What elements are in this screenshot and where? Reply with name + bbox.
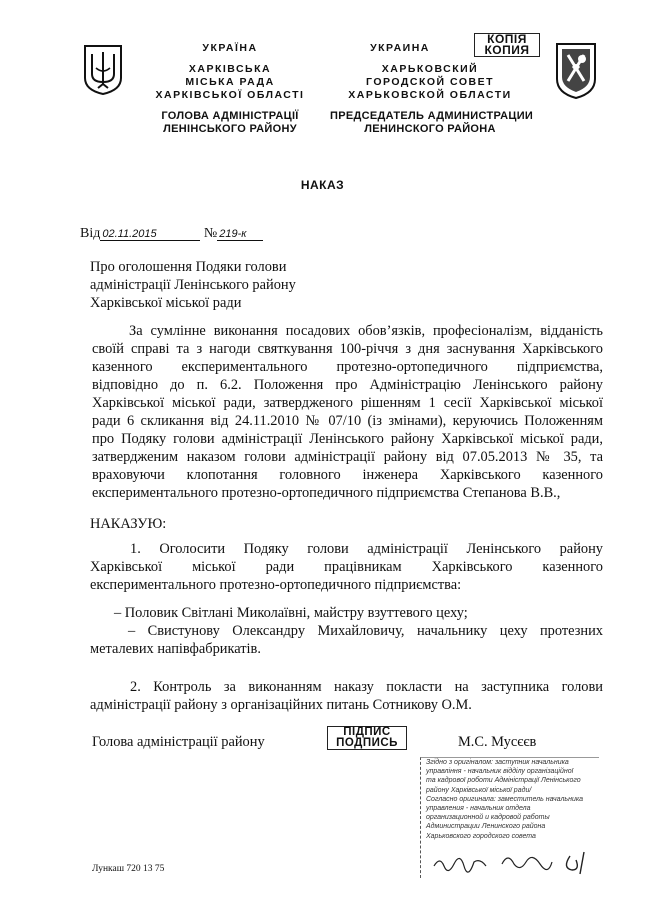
header-ukrainian — [150, 42, 310, 136]
number-label: № — [203, 226, 218, 241]
header-ua-official-line1: ГОЛОВА АДМІНІСТРАЦІЇ — [161, 110, 299, 122]
certification-line: Администрации Ленинского района — [426, 823, 546, 831]
header-ru-org-line1: ХАРЬКОВСКИЙ — [381, 63, 479, 75]
certification-line: району Харківської міської ради/ — [426, 786, 532, 794]
subject-line: Про оголошення Подяки голови — [90, 259, 287, 275]
document-title: НАКАЗ — [300, 178, 345, 192]
order-subject — [90, 258, 390, 312]
signature-stamp-line1: ПІДПИС — [343, 726, 391, 738]
certification-line: Згідно з оригіналом: заступник начальника — [426, 759, 569, 766]
trident-emblem-icon — [82, 44, 126, 96]
signatory-position: Голова адміністрації району — [92, 734, 265, 750]
paragraph-line: враховуючи клопотання головного інженера Харківського казенного — [92, 467, 603, 483]
executor-footer: Лункаш 720 13 75 — [92, 864, 165, 874]
awardee-1: – Половик Світлані Миколаївні, майстру взуттевого цеху; — [114, 605, 468, 621]
kharkiv-coat-of-arms-icon — [554, 41, 598, 101]
date-label: Від — [80, 226, 101, 241]
header-ru-country: УКРАИНА — [370, 42, 430, 54]
paragraph-line: За сумлінне виконання посадових обов’язків, професіоналізм, відданість — [129, 323, 603, 339]
orders-heading: НАКАЗУЮ: — [90, 516, 167, 532]
item-line: металевих напівфабрикатів. — [90, 641, 261, 657]
order-item-1 — [90, 540, 603, 594]
header-ru-org-line2: ГОРОДСКОЙ СОВЕТ — [366, 76, 494, 88]
handwritten-date: 02.11.2015 — [100, 228, 200, 241]
certification-line: Харьковского городского совета — [426, 832, 536, 840]
date-number-line — [80, 226, 263, 242]
copy-stamp — [474, 33, 540, 57]
paragraph-line: затвердженим наказом голови адміністрації району від 07.05.2013 № 35, та — [92, 449, 603, 465]
paragraph-line: про Подяку голови адміністрації Ленінського району Харківської міської ради, — [92, 431, 603, 447]
preamble-paragraph — [92, 322, 603, 502]
paragraph-line: своїй справі та з нагоди святкування 100-річчя з дня заснування Харківського — [92, 341, 603, 357]
header-ua-org-line3: ХАРКІВСЬКОЇ ОБЛАСТІ — [155, 89, 305, 101]
header-ua-country: УКРАЇНА — [202, 42, 258, 54]
signature-stamp-line2: ПОДПИСЬ — [336, 737, 398, 749]
certification-line: организационной и кадровой работы — [426, 814, 550, 822]
certification-line: управління - начальник відділу організаційної — [426, 768, 574, 776]
handwritten-number: 219-к — [217, 228, 263, 241]
subject-line: Харківської міської ради — [90, 295, 242, 311]
item-line: експериментального протезно-ортопедичного підприємства: — [90, 577, 462, 593]
order-item-2 — [90, 678, 603, 714]
item-line: Харківської міської ради працівникам Харківського казенного — [90, 559, 603, 575]
header-ua-org-line2: МІСЬКА РАДА — [185, 76, 275, 88]
paragraph-line: Харківської міської ради, затвердженого рішенням 1 сесії Харківської міської — [92, 395, 603, 411]
signature-stamp — [327, 726, 407, 750]
paragraph-line: відповідно до п. 6.2. Положення про Адміністрацію Ленінського району — [92, 377, 603, 393]
awardee-2 — [90, 622, 603, 658]
certification-line: Согласно оригинала: заместитель начальника — [426, 795, 584, 803]
item-line: 1. Оголосити Подяку голови адміністрації Ленінського району — [130, 541, 603, 557]
header-ua-org-line1: ХАРКІВСЬКА — [188, 63, 272, 75]
certification-line: та кадрової роботи Адміністрації Ленінського — [426, 777, 581, 785]
item-line: 2. Контроль за виконанням наказу покласти на заступника голови — [130, 679, 603, 695]
paragraph-line: експериментального протезно-ортопедичного підприємства Степанова В.В., — [92, 485, 561, 501]
copy-stamp-line1: КОПІЯ — [487, 32, 527, 46]
handwritten-signatures — [430, 848, 600, 881]
header-ru-official-line2: ЛЕНИНСКОГО РАЙОНА — [364, 123, 496, 135]
certification-line: управления - начальник отдела — [426, 805, 531, 813]
header-ua-official-line2: ЛЕНІНСЬКОГО РАЙОНУ — [163, 123, 297, 135]
paragraph-line: ради 6 скликання від 24.11.2010 № 07/10 (із змінами), керуючись Положенням — [92, 413, 603, 429]
paragraph-line: казенного експериментального протезно-ортопедичного підприємства, — [92, 359, 603, 375]
signatory-name: М.С. Мусєєв — [458, 734, 537, 750]
item-line: адміністрації району з організаційних питань Сотникову О.М. — [90, 697, 472, 713]
header-ru-official-line1: ПРЕДСЕДАТЕЛЬ АДМИНИСТРАЦИИ — [330, 110, 534, 122]
subject-line: адміністрації Ленінського району — [90, 277, 296, 293]
header-ru-org-line3: ХАРЬКОВСКОЙ ОБЛАСТИ — [348, 89, 512, 101]
item-line: – Свистунову Олександру Михайловичу, начальнику цеху протезних — [128, 623, 603, 639]
copy-stamp-line2: КОПИЯ — [484, 43, 530, 57]
